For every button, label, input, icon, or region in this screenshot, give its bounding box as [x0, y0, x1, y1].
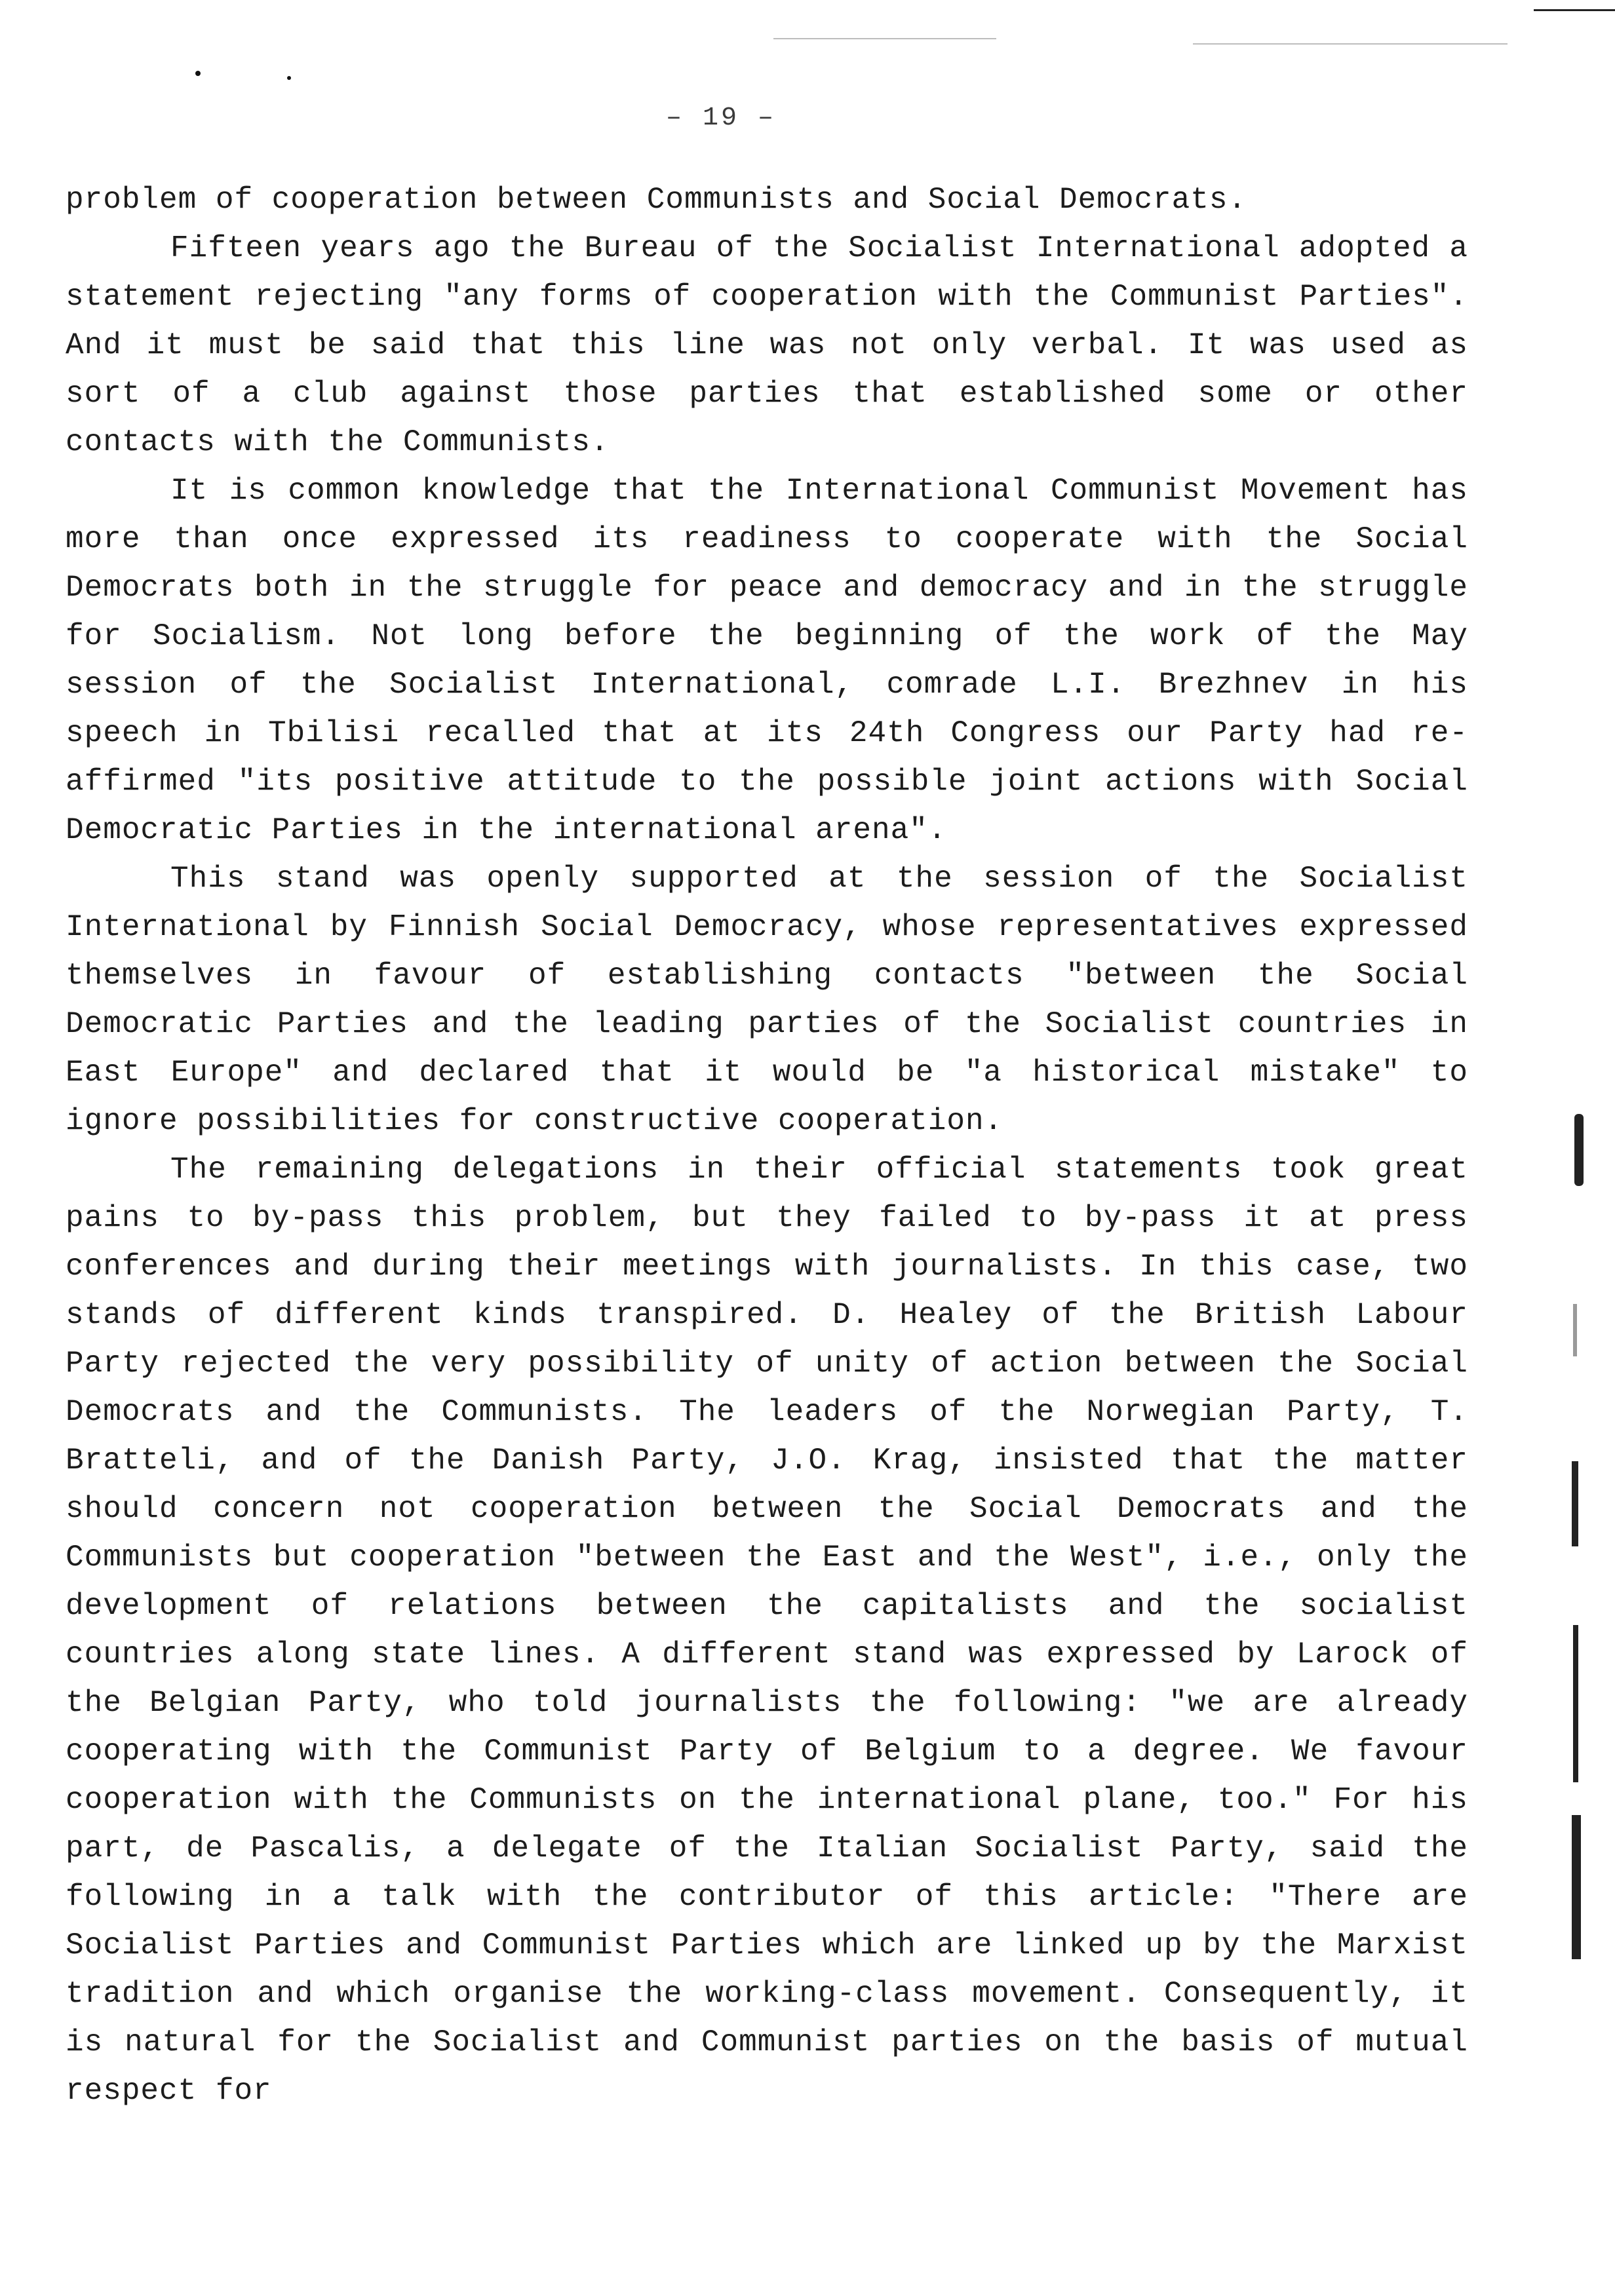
scan-margin-mark: [1573, 1625, 1578, 1782]
paragraph-5: The remaining delegations in their official statements took great pains to by-pass this problem, but they failed to by-pass it at press conferences and during their meetings with journalists. In this case, two stands of different kinds transpired. D. Healey of the British Labour Party rejected the very possibility of unity of action between the Social Democrats and the Communists. The leaders of the Norwegian Party, T. Bratteli, and of the Danish Party, J.O. Krag, insisted that the matter should concern not cooperation between the Social Democrats and the Communists but cooperation "between the East and the West", i.e., only the development of relations between the capitalists and the socialist countries along state lines. A different stand was expressed by Larock of the Belgian Party, who told journalists the following: "we are already cooperating with the Communist Party of Belgium to a degree. We favour cooperation with the Communists on the international plane, too." For his part, de Pascalis, a delegate of the Italian Socialist Party, said the following in a talk with the contributor of this article: "There are Socialist Parties and Communist Parties which are linked up by the Marxist tradition and which organise the working-class movement. Consequently, it is natural for the Socialist and Communist parties on the basis of mutual respect for: [66, 1153, 1468, 2108]
body-text: [66, 176, 1468, 2115]
scan-speck: [287, 76, 291, 80]
scan-margin-mark: [1572, 1461, 1578, 1546]
scan-speck: [195, 71, 201, 76]
page-number: – 19 –: [665, 104, 777, 133]
scan-margin-mark: [1573, 1304, 1577, 1356]
paragraph-2: Fifteen years ago the Bureau of the Socialist International adopted a statement rejecting "any forms of cooperation with the Communist Parties". And it must be said that this line was not only verbal. It was used as sort of a club against those parties that established some or other contacts with the Communists.: [66, 231, 1468, 459]
scan-margin-mark: [1572, 1815, 1581, 1959]
scan-margin-mark: [1574, 1114, 1584, 1186]
scan-smudge: [1193, 43, 1508, 45]
scan-smudge: [773, 38, 996, 39]
paragraph-1: problem of cooperation between Communists and Social Democrats.: [66, 183, 1247, 217]
paragraph-4: This stand was openly supported at the session of the Socialist International by Finnish Social Democracy, whose representatives expressed themselves in favour of establishing contacts "between the Social Democratic Parties and the leading parties of the Socialist countries in East Europe" and declared that it would be "a historical mistake" to ignore possibilities for constructive cooperation.: [66, 862, 1468, 1138]
paragraph-3: It is common knowledge that the International Communist Movement has more than once expressed its readiness to cooperate with the Social Democrats both in the struggle for peace and democracy and in the struggle for Socialism. Not long before the beginning of the work of the May session of the Socialist International, comrade L.I. Brezhnev in his speech in Tbilisi recalled that at its 24th Congress our Party had re-affirmed "its positive attitude to the possible joint actions with Social Democratic Parties in the international arena".: [66, 474, 1468, 847]
scan-edge-line: [1534, 9, 1615, 11]
